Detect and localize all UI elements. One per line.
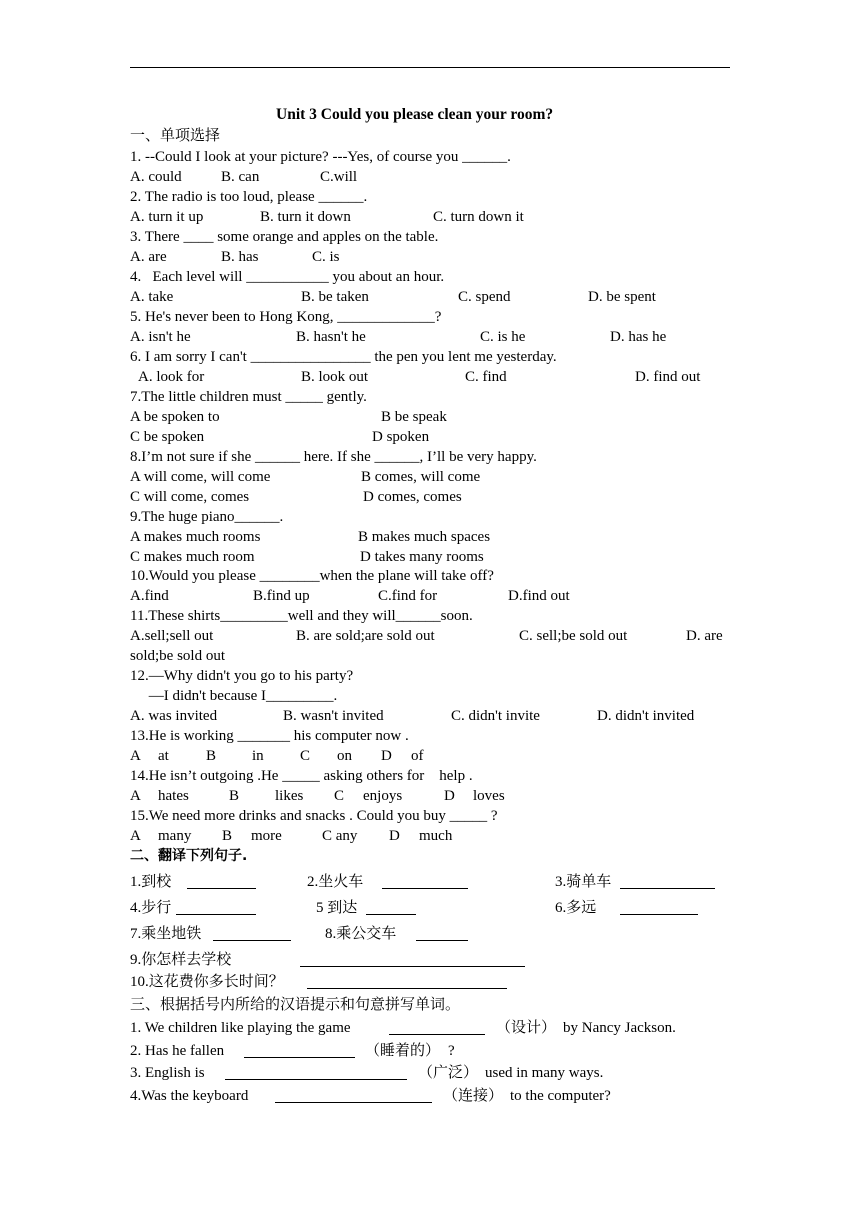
option: D.find out: [508, 588, 570, 604]
option: C will come, comes: [130, 489, 250, 505]
option: of: [411, 748, 424, 764]
option: A. take: [130, 289, 174, 305]
hint: （设计）: [496, 1020, 557, 1036]
option: B be speak: [381, 409, 447, 425]
option-letter: A: [130, 828, 141, 844]
answer-blank[interactable]: [225, 1064, 407, 1080]
question-text: 11.These shirts_________well and they will______soon.: [130, 608, 473, 624]
spelling-item-text: ?: [448, 1043, 455, 1059]
option: B comes, will come: [361, 469, 481, 485]
section2-heading: 二、翻译下列句子.: [130, 848, 248, 864]
option: A. turn it up: [130, 209, 204, 225]
option: B. wasn't invited: [283, 708, 384, 724]
answer-blank[interactable]: [366, 899, 416, 915]
option: much: [419, 828, 453, 844]
option: A. are: [130, 249, 167, 265]
option: at: [158, 748, 169, 764]
option: D. has he: [610, 329, 667, 345]
option: A. isn't he: [130, 329, 191, 345]
question-text: —I didn't because I_________.: [130, 688, 338, 704]
header-rule: [130, 67, 730, 68]
option: B makes much spaces: [358, 529, 491, 545]
spelling-item-text: 2. Has he fallen: [130, 1043, 228, 1059]
spelling-item-text: 1. We children like playing the game: [130, 1020, 355, 1036]
question-text: 8.I’m not sure if she ______ here. If she ______, I’ll be very happy.: [130, 449, 537, 465]
translate-item: 9.你怎样去学校: [130, 952, 232, 968]
option: loves: [473, 788, 505, 804]
option: D. be spent: [588, 289, 656, 305]
question-text: 14.He isn’t outgoing .He _____ asking others for help .: [130, 768, 473, 784]
option: C. didn't invite: [451, 708, 540, 724]
spelling-item-text: to the computer?: [510, 1088, 611, 1104]
option: A. could: [130, 169, 182, 185]
spelling-item-text: 3. English is: [130, 1065, 209, 1081]
option: B. be taken: [301, 289, 369, 305]
question-text: 15.We need more drinks and snacks . Could you buy _____ ?: [130, 808, 498, 824]
answer-blank[interactable]: [213, 925, 291, 941]
question-text: 13.He is working _______ his computer now .: [130, 728, 409, 744]
question-text: 5. He's never been to Hong Kong, _____________?: [130, 309, 442, 325]
answer-blank[interactable]: [300, 951, 525, 967]
option: D spoken: [372, 429, 430, 445]
translate-item: 1.到校: [130, 874, 172, 890]
section1-heading: 一、单项选择: [130, 128, 221, 144]
question-text: 6. I am sorry I can't ________________ the pen you lent me yesterday.: [130, 349, 557, 365]
spelling-item-text: used in many ways.: [485, 1065, 604, 1081]
option: C.find for: [378, 588, 438, 604]
question-text: 2. The radio is too loud, please ______.: [130, 189, 368, 205]
option: more: [251, 828, 282, 844]
question-text: 7.The little children must _____ gently.: [130, 389, 367, 405]
answer-blank[interactable]: [275, 1087, 432, 1103]
answer-blank[interactable]: [620, 899, 698, 915]
answer-blank[interactable]: [307, 973, 507, 989]
option: C makes much room: [130, 549, 255, 565]
option: A.find: [130, 588, 169, 604]
option-letter: D: [389, 828, 400, 844]
answer-blank[interactable]: [187, 873, 256, 889]
answer-blank[interactable]: [620, 873, 715, 889]
option-letter: C: [334, 788, 345, 804]
option: enjoys: [363, 788, 403, 804]
option: D. find out: [635, 369, 701, 385]
question-text: 4. Each level will ___________ you about an hour.: [130, 269, 445, 285]
option: many: [158, 828, 192, 844]
option: B. hasn't he: [296, 329, 366, 345]
translate-item: 2.坐火车: [307, 874, 364, 890]
option: C. find: [465, 369, 507, 385]
translate-item: 6.多远: [555, 900, 597, 916]
option: B. can: [221, 169, 260, 185]
answer-blank[interactable]: [244, 1042, 296, 1058]
question-text: 3. There ____ some orange and apples on the table.: [130, 229, 439, 245]
answer-blank[interactable]: [389, 1019, 441, 1035]
option: A be spoken to: [130, 409, 220, 425]
translate-item: 8.乘公交车: [325, 926, 397, 942]
hint: （广泛）: [418, 1065, 479, 1081]
option: D takes many rooms: [360, 549, 484, 565]
translate-item: 3.骑单车: [555, 874, 612, 890]
translate-item: 10.这花费你多长时间？: [130, 974, 284, 990]
option: on: [337, 748, 352, 764]
option-letter: D: [381, 748, 392, 764]
option: C. is: [312, 249, 340, 265]
option: A.sell;sell out: [130, 628, 214, 644]
option: C be spoken: [130, 429, 205, 445]
option: C. spend: [458, 289, 511, 305]
option: likes: [275, 788, 304, 804]
section3-heading: 三、根据括号内所给的汉语提示和句意拼写单词。: [130, 997, 461, 1013]
option: C.will: [320, 169, 358, 185]
option: D. are: [686, 628, 723, 644]
option: hates: [158, 788, 189, 804]
option: A. was invited: [130, 708, 218, 724]
option-letter: C: [300, 748, 311, 764]
option-letter: D: [444, 788, 455, 804]
answer-blank[interactable]: [176, 899, 256, 915]
translate-item: 4.步行: [130, 900, 172, 916]
option: B. has: [221, 249, 259, 265]
option: C any: [322, 828, 358, 844]
option-continued: sold;be sold out: [130, 648, 226, 664]
question-text: 10.Would you please ________when the plane will take off?: [130, 568, 494, 584]
option: C. sell;be sold out: [519, 628, 628, 644]
option: in: [252, 748, 264, 764]
option-letter: A: [130, 748, 141, 764]
answer-blank[interactable]: [296, 1042, 355, 1058]
option-letter: B: [229, 788, 240, 804]
option-letter: B: [206, 748, 217, 764]
translate-item: 7.乘坐地铁: [130, 926, 202, 942]
answer-blank[interactable]: [382, 873, 468, 889]
option: A. look for: [138, 369, 205, 385]
option: A makes much rooms: [130, 529, 261, 545]
option: A will come, will come: [130, 469, 271, 485]
option: C. is he: [480, 329, 526, 345]
answer-blank[interactable]: [416, 925, 468, 941]
option-letter: A: [130, 788, 141, 804]
question-text: 9.The huge piano______.: [130, 509, 284, 525]
option: B. are sold;are sold out: [296, 628, 435, 644]
option: B.find up: [253, 588, 310, 604]
answer-blank[interactable]: [441, 1019, 485, 1035]
question-text: 1. --Could I look at your picture? ---Yes, of course you ______.: [130, 149, 511, 165]
option: B. turn it down: [260, 209, 351, 225]
page-title: Unit 3 Could you please clean your room?: [276, 106, 554, 123]
option: C. turn down it: [433, 209, 524, 225]
option-letter: B: [222, 828, 233, 844]
option: B. look out: [301, 369, 369, 385]
translate-item: 5 到达: [316, 900, 358, 916]
question-text: 12.—Why didn't you go to his party?: [130, 668, 354, 684]
hint: （睡着的）: [365, 1043, 441, 1059]
spelling-item-text: 4.Was the keyboard: [130, 1088, 253, 1104]
hint: （连接）: [443, 1088, 504, 1104]
option: D comes, comes: [363, 489, 462, 505]
option: D. didn't invited: [597, 708, 695, 724]
spelling-item-text: by Nancy Jackson.: [563, 1020, 676, 1036]
